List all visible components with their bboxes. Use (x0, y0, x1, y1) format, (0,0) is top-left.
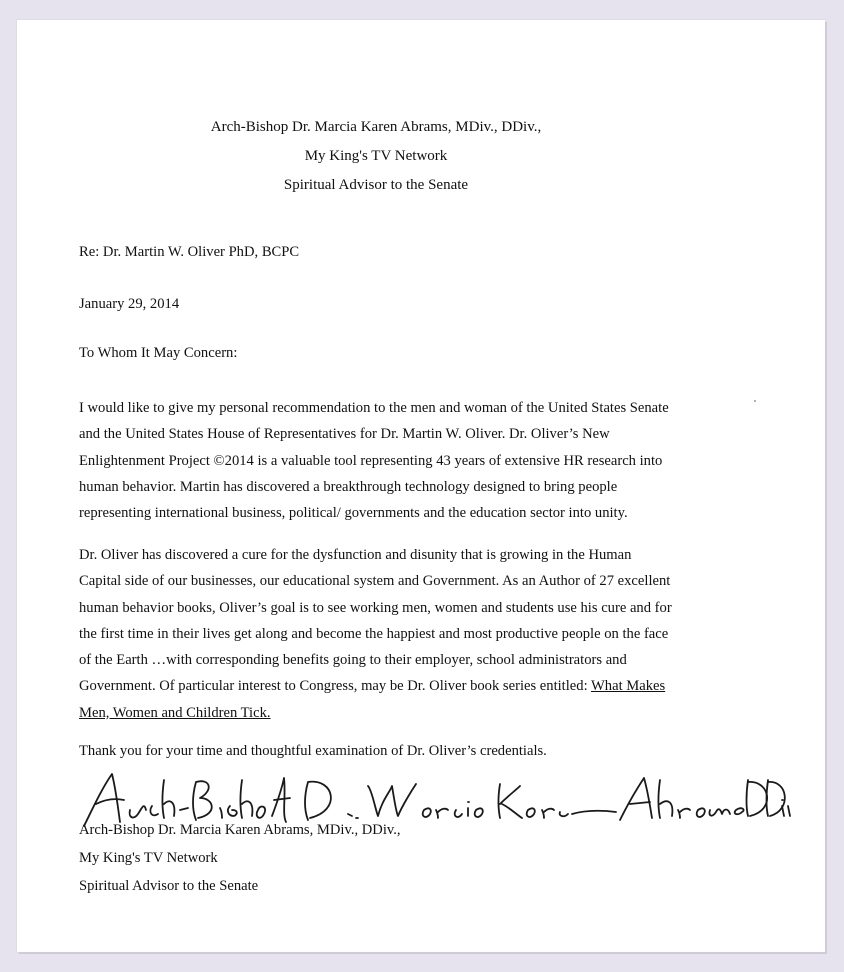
closing-name: Arch-Bishop Dr. Marcia Karen Abrams, MDiv., DDiv., (79, 822, 401, 838)
letterhead-name: Arch-Bishop Dr. Marcia Karen Abrams, MDiv., DDiv., (210, 119, 542, 135)
letterhead-role: Spiritual Advisor to the Senate (283, 177, 469, 193)
paragraph-line: human behavior. Martin has discovered a breakthrough technology designed to bring people (79, 478, 618, 495)
paragraph-line: and the United States House of Representatives for Dr. Martin W. Oliver. Dr. Oliver’s New (79, 426, 610, 443)
thanks-text: Thank you for your time and thoughtful examination of Dr. Oliver’s credentials. (79, 743, 547, 759)
letter-date: January 29, 2014 (79, 296, 180, 312)
letterhead-network: My King's TV Network (304, 148, 448, 164)
paragraph-line (79, 700, 739, 726)
paragraph-1 (79, 395, 739, 526)
paragraph-line: representing international business, political/ governments and the education sector into unity. (79, 505, 628, 522)
book-title-continued: Men, Women and Children Tick. (79, 704, 271, 721)
paragraph-line (79, 673, 739, 699)
scan-speck (754, 400, 756, 402)
re-line: Re: Dr. Martin W. Oliver PhD, BCPC (79, 244, 300, 260)
paragraph-line: of the Earth …with corresponding benefits going to their employer, school administrators and (79, 652, 627, 669)
closing-network: My King's TV Network (79, 850, 218, 866)
letter-page (17, 20, 825, 952)
letterhead (17, 113, 735, 200)
paragraph-line: the first time in their lives get along and become the happiest and most productive people on the face (79, 625, 669, 642)
paragraph-2 (79, 542, 739, 726)
closing-signature-block (79, 816, 401, 900)
paragraph-line: Enlightenment Project ©2014 is a valuable tool representing 43 years of extensive HR research into (79, 452, 663, 469)
closing-role: Spiritual Advisor to the Senate (79, 878, 259, 894)
salutation: To Whom It May Concern: (79, 345, 238, 361)
paragraph-line: Capital side of our businesses, our educational system and Government. As an Author of 27 excellent (79, 573, 671, 590)
paragraph-line: human behavior books, Oliver’s goal is to see working men, women and students use his cure and for (79, 599, 672, 616)
paragraph-line: I would like to give my personal recommendation to the men and woman of the United States Senate (79, 400, 669, 416)
paragraph-line: Dr. Oliver has discovered a cure for the dysfunction and disunity that is growing in the Human (79, 547, 632, 563)
book-title: What Makes (591, 678, 666, 695)
paragraph-line-text: Government. Of particular interest to Congress, may be Dr. Oliver book series entitled: (79, 678, 592, 695)
